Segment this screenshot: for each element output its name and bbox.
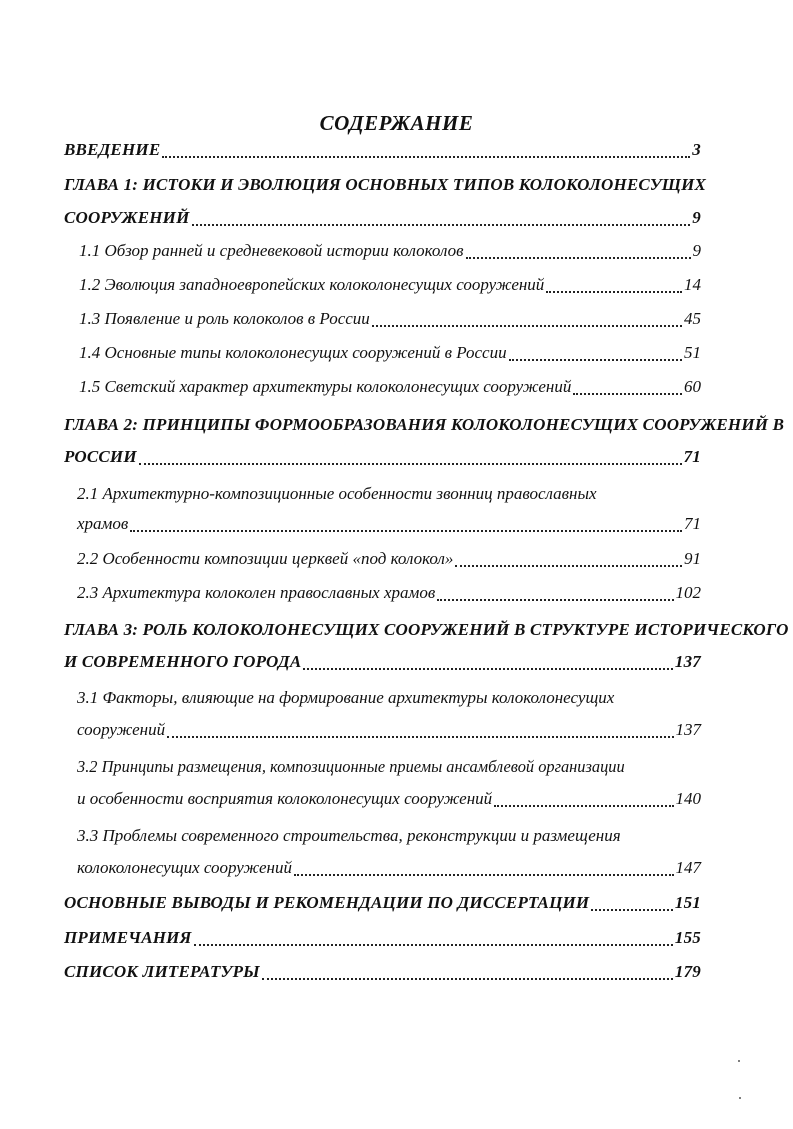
toc-entry-3-2-first-line[interactable]: 3.2 Принципы размещения, композиционные приемы ансамблевой организации [77,757,625,776]
toc-entry-2-2[interactable] [77,549,701,573]
toc-entry-conclusions[interactable] [64,893,701,917]
dot-leader [591,909,673,911]
toc-entry-label: ВВЕДЕНИЕ [64,140,161,159]
toc-entry-1-4[interactable] [79,343,701,367]
toc-page-number: 137 [674,652,701,671]
scan-speck [739,1097,741,1099]
toc-chapter-1-heading[interactable]: ГЛАВА 1: ИСТОКИ И ЭВОЛЮЦИЯ ОСНОВНЫХ ТИПОВ КОЛОКОЛОНЕСУЩИХ [64,175,707,194]
toc-entry-chapter-1[interactable] [64,208,701,232]
dot-leader [194,944,673,946]
toc-entry-label: 2.2 Особенности композиции церквей «под колокол» [77,549,454,568]
toc-page-number: 60 [684,377,701,396]
toc-entry-label: ПРИМЕЧАНИЯ [64,928,192,947]
toc-entry-label: 2.3 Архитектура колоколен православных храмов [77,583,436,602]
dot-leader [509,359,682,361]
toc-entry-notes[interactable] [64,928,701,952]
toc-chapter-3-heading[interactable]: ГЛАВА 3: РОЛЬ КОЛОКОЛОНЕСУЩИХ СООРУЖЕНИЙ В СТРУКТУРЕ ИСТОРИЧЕСКОГО [64,620,789,639]
toc-page-number: 9 [692,241,701,260]
toc-entry-1-3[interactable] [79,309,701,333]
toc-entry-intro[interactable] [64,140,701,164]
toc-page-number: 140 [675,789,701,808]
toc-entry-label: и особенности восприятия колоколонесущих сооружений [77,789,493,808]
toc-page-number: 91 [684,549,701,568]
toc-entry-2-3[interactable] [77,583,701,607]
toc-page-number: 137 [675,720,701,739]
toc-entry-2-1-first-line[interactable]: 2.1 Архитектурно-композиционные особенности звонниц православных [77,484,597,503]
toc-entry-1-1[interactable] [79,241,701,265]
toc-entry-1-2[interactable] [79,275,701,299]
toc-page-number: 3 [692,140,701,159]
toc-entry-label: 1.3 Появление и роль колоколов в России [79,309,370,328]
toc-entry-2-1[interactable] [77,514,701,538]
scan-speck [738,1060,740,1062]
toc-entry-label: колоколонесущих сооружений [77,858,292,877]
dot-leader [437,599,673,601]
dot-leader [303,668,673,670]
toc-page-number: 51 [684,343,701,362]
toc-page-number: 155 [674,928,701,947]
toc-page-number: 14 [684,275,701,294]
toc-entry-label: СООРУЖЕНИЙ [64,208,190,227]
toc-entry-label: храмов [77,514,129,533]
dot-leader [294,874,674,876]
dot-leader [494,805,673,807]
dot-leader [455,565,682,567]
toc-page-number: 71 [683,447,701,466]
dot-leader [466,257,691,259]
toc-entry-3-1-first-line[interactable]: 3.1 Факторы, влияющие на формирование архитектуры колоколонесущих [77,688,615,707]
dot-leader [546,291,682,293]
toc-page-number: 71 [684,514,701,533]
toc-entry-label: РОССИИ [64,447,137,466]
toc-entry-1-5[interactable] [79,377,701,401]
dot-leader [130,530,682,532]
toc-entry-label: 1.2 Эволюция западноевропейских колоколонесущих сооружений [79,275,545,294]
toc-entry-label: ОСНОВНЫЕ ВЫВОДЫ И РЕКОМЕНДАЦИИ ПО ДИССЕРТАЦИИ [64,893,590,912]
toc-entry-label: 1.1 Обзор ранней и средневековой истории колоколов [79,241,464,260]
toc-entry-label: И СОВРЕМЕННОГО ГОРОДА [64,652,302,671]
toc-entry-label: 1.4 Основные типы колоколонесущих сооружений в России [79,343,507,362]
toc-entry-3-3-first-line[interactable]: 3.3 Проблемы современного строительства, реконструкции и размещения [77,826,621,845]
toc-page-number: 9 [692,208,701,227]
toc-entry-chapter-3[interactable] [64,652,701,676]
toc-entry-label: СПИСОК ЛИТЕРАТУРЫ [64,962,260,981]
page-title: СОДЕРЖАНИЕ [319,111,474,135]
toc-entry-chapter-2[interactable] [64,447,701,471]
toc-page-number: 151 [674,893,701,912]
dot-leader [262,978,673,980]
dot-leader [139,463,682,465]
toc-entry-bibliography[interactable] [64,962,701,986]
toc-entry-3-3[interactable] [77,858,701,882]
toc-page-number: 45 [684,309,701,328]
dot-leader [162,156,690,158]
toc-entry-3-2[interactable] [77,789,701,813]
toc-entry-label: сооружений [77,720,166,739]
toc-chapter-2-heading[interactable]: ГЛАВА 2: ПРИНЦИПЫ ФОРМООБРАЗОВАНИЯ КОЛОКОЛОНЕСУЩИХ СООРУЖЕНИЙ В [64,415,785,434]
toc-entry-label: 1.5 Светский характер архитектуры колоколонесущих сооружений [79,377,572,396]
dot-leader [573,393,682,395]
toc-page-number: 179 [674,962,701,981]
toc-entry-3-1[interactable] [77,720,701,744]
toc-page-number: 147 [675,858,701,877]
toc-page-number: 102 [675,583,701,602]
dot-leader [372,325,682,327]
dot-leader [192,224,691,226]
dot-leader [167,736,673,738]
